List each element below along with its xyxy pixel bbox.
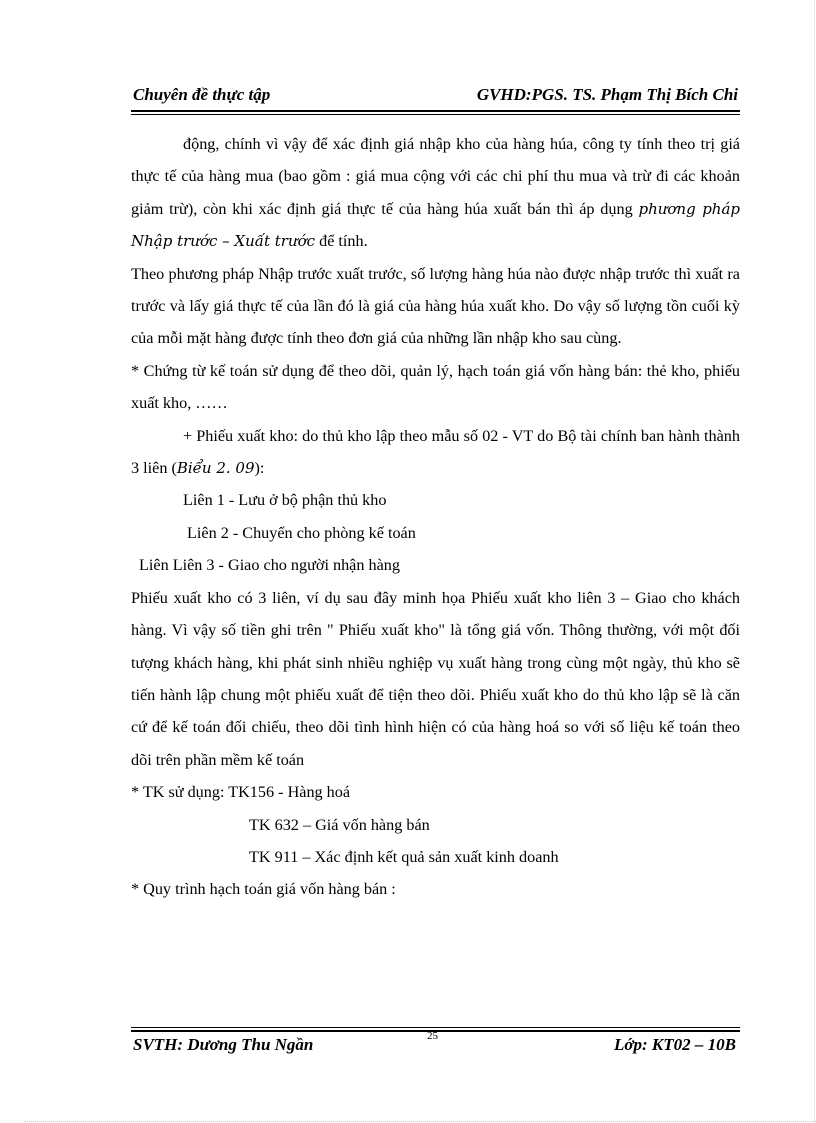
header-topic: Chuyên đề thực tập	[133, 85, 271, 104]
paragraph-documents: * Chứng từ kế toán sử dụng để theo dõi, quản lý, hạch toán giá vốn hàng bán: thẻ kho, phiếu xuất kho, ……	[131, 361, 740, 413]
page-edge-bottom	[24, 1121, 816, 1122]
footer-class: Lớp: KT02 – 10B	[614, 1035, 736, 1054]
accounts-used-line: * TK sử dụng: TK156 - Hàng hoá	[131, 783, 351, 802]
account-632-line: TK 632 – Giá vốn hàng bán	[249, 815, 430, 834]
procedure-heading: * Quy trình hạch toán giá vốn hàng bán :	[131, 880, 396, 899]
copy-3-line: Liên Liên 3 - Giao cho người nhận hàng	[139, 556, 400, 575]
issue-slip-end: ):	[254, 459, 265, 478]
fifo-method-term: phương pháp Nhập trước – Xuất trước	[131, 199, 741, 251]
account-911-line: TK 911 – Xác định kết quả sản xuất kinh doanh	[249, 847, 559, 866]
document-body	[131, 128, 740, 906]
paragraph-valuation-end: để tính.	[319, 232, 368, 251]
copy-2-line: Liên 2 - Chuyển cho phòng kế toán	[187, 523, 416, 542]
header-supervisor: GVHD:PGS. TS. Phạm Thị Bích Chi	[476, 85, 738, 104]
page-number: 25	[427, 1030, 438, 1042]
issue-slip-text: + Phiếu xuất kho: do thủ kho lập theo mẫu số 02 - VT do Bộ tài chính ban hành thành 3 liên (	[131, 426, 740, 478]
footer-rule-thin	[131, 1027, 740, 1028]
paragraph-example: Phiếu xuất kho có 3 liên, ví dụ sau đây minh họa Phiếu xuất kho liên 3 – Giao cho khách hàng. Vì vậy số tiền ghi trên " Phiếu xuất kho" là tổng giá vốn. Thông thường, với một đối tượng khách hàng, khi phát sinh nhiều nghiệp vụ xuất hàng trong cùng một ngày, thủ kho sẽ tiến hành lập chung một phiếu xuất để tiện theo dõi. Phiếu xuất kho do thủ kho lập sẽ là căn cứ để kế toán đối chiếu, theo dõi tình hình hiện có của hàng hoá so với số liệu kế toán theo dõi trên phần mềm kế toán	[131, 588, 740, 769]
copy-1-line: Liên 1 - Lưu ở bộ phận thủ kho	[183, 491, 387, 510]
header-rule-thin	[131, 114, 740, 115]
table-reference: Biểu 2. 09	[176, 459, 255, 478]
page-footer	[131, 1030, 740, 1059]
page-edge-right	[814, 0, 815, 1123]
paragraph-issue-slip	[131, 420, 740, 485]
paragraph-fifo: Theo phương pháp Nhập trước xuất trước, số lượng hàng húa nào được nhập trước thì xuất ra trước và lấy giá thực tế của lần đó là giá của hàng húa xuất kho. Do vậy số lượng tồn cuối kỳ của mỗi mặt hàng được tính theo đơn giá của những lần nhập kho sau cùng.	[131, 264, 740, 348]
page-header	[131, 84, 740, 110]
paragraph-valuation-text: động, chính vì vậy để xác định giá nhập kho của hàng húa, công ty tính theo trị giá thực tế của hàng mua (bao gồm : giá mua cộng với các chi phí thu mua và trừ đi các khoản giảm trừ), còn khi xác định giá thực tế của hàng húa xuất bán thì áp dụng	[131, 135, 740, 218]
header-rule-thick	[131, 110, 740, 112]
footer-student: SVTH: Dương Thu Ngần	[133, 1035, 314, 1054]
paragraph-valuation	[131, 128, 740, 258]
